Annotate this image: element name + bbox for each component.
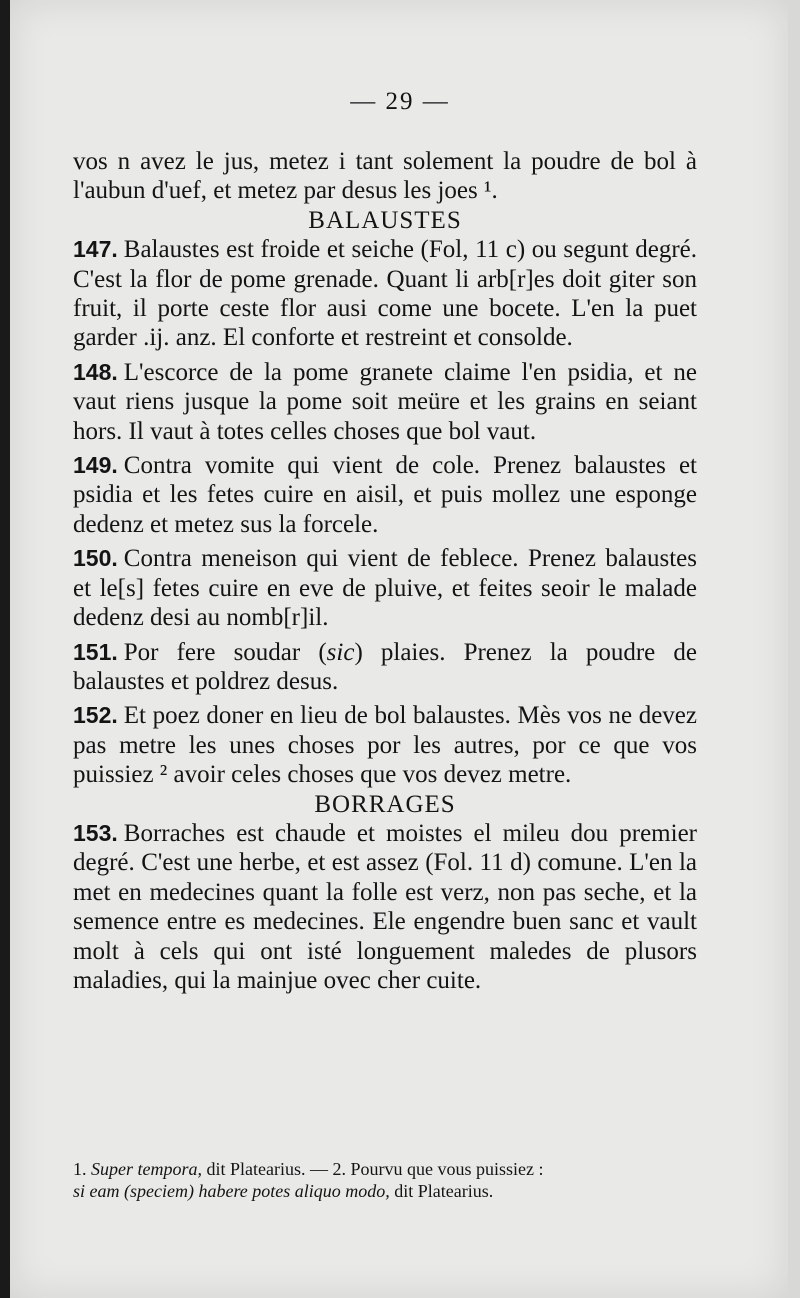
entry-number: 152. xyxy=(73,702,118,729)
footnote-line xyxy=(73,1158,697,1180)
footnotes xyxy=(73,1158,697,1202)
footnote-number: 2. xyxy=(332,1159,346,1179)
entry-text: Borraches est chaude et moistes el mileu dou premier degré. C'est une herbe, et est assez (Fol. 11 d) comune. L'en la met en medecines quant la folle est verz, non pas seche, et la semence entre es medecines. Ele engendre buen sanc et vault molt à cels qui ont isté longuement maledes de plusors maladies, qui la mainjue ovec cher cuite. xyxy=(73,819,697,994)
page-edge xyxy=(788,0,800,1298)
footnote-text: dit Platearius. — xyxy=(202,1159,333,1179)
entry-151 xyxy=(73,638,697,697)
entry-text: Contra meneison qui vient de feblece. Prenez balaustes et le[s] fetes cuire en eve de pluive, et feites seoir le malade dedenz desi au nomb[r]il. xyxy=(73,545,697,632)
entry-text: ) plaies. Prenez la poudre de balaustes et poldrez desus. xyxy=(73,638,697,695)
entry-text: Et poez doner en lieu de bol balaustes. Mès vos ne devez pas metre les unes choses por les autres, por ce que vos puissiez ² avoir celes choses que vos devez metre. xyxy=(73,702,697,789)
entry-number: 150. xyxy=(73,545,118,572)
entry-text: Por fere soudar ( xyxy=(123,638,327,666)
footnote-text: dit Platearius. xyxy=(389,1181,494,1201)
entry-number: 153. xyxy=(73,819,118,846)
entry-text: Contra vomite qui vient de cole. Prenez balaustes et psidia et les fetes cuire en aisil, et puis mollez une esponge dedenz et metez sus la forcele. xyxy=(73,452,697,538)
entry-text: L'escorce de la pome granete claime l'en psidia, et ne vaut riens jusque la pome soit meüre et les grains en seiant hors. Il vaut à totes celles choses que bol vaut. xyxy=(73,358,697,445)
entry-152 xyxy=(73,701,697,789)
footnote-italic: si eam (speciem) habere potes aliquo modo, xyxy=(73,1181,390,1201)
entry-150 xyxy=(73,544,697,632)
entry-number: 151. xyxy=(73,638,118,665)
intro-paragraph: vos n avez le jus, metez i tant solement la poudre de bol à l'aubun d'uef, et metez par desus les joes ¹. xyxy=(73,148,697,205)
entry-147 xyxy=(73,235,697,353)
entry-number: 147. xyxy=(73,236,118,263)
entry-number: 148. xyxy=(73,358,118,385)
entry-148 xyxy=(73,358,697,446)
footnote-line xyxy=(73,1180,697,1202)
footnote-italic: Super tempora, xyxy=(91,1159,202,1179)
entry-text-italic: sic xyxy=(326,638,355,666)
footnote-number: 1. xyxy=(73,1159,87,1179)
body-text xyxy=(73,147,697,995)
entry-149 xyxy=(73,451,697,539)
footnote-text: Pourvu que vous puissiez : xyxy=(345,1159,544,1179)
heading-borrages: BORRAGES xyxy=(314,790,456,818)
entry-text: Balaustes est froide et seiche (Fol, 11 c) ou segunt degré. C'est la flor de pome grenade. Quant li arb[r]es doit giter son fruit, il porte ceste flor ausi come une bocete. L'en la puet garder .ij. anz. El conforte et restreint et consolde. xyxy=(73,236,697,352)
entry-153 xyxy=(73,819,697,995)
entry-number: 149. xyxy=(73,452,118,479)
page-number: — 29 — xyxy=(350,88,450,115)
heading-balaustes: BALAUSTES xyxy=(308,206,462,234)
